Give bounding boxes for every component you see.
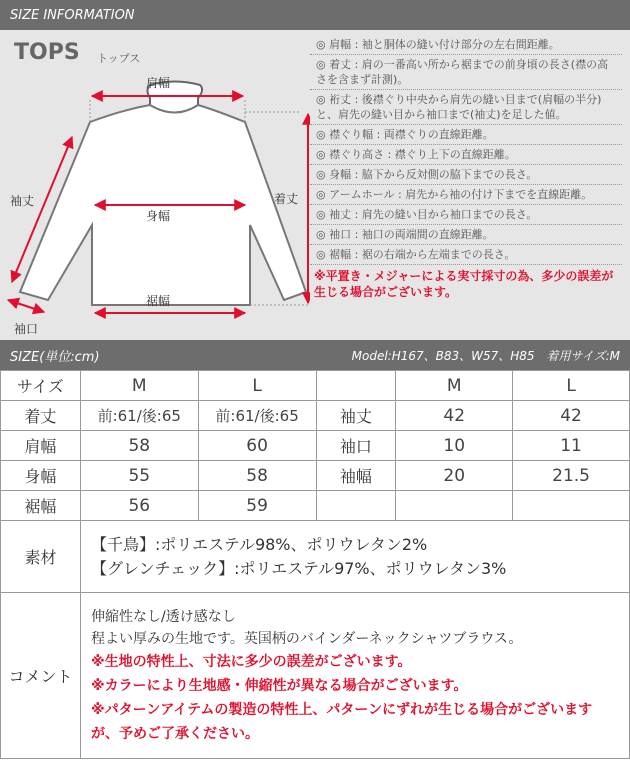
table-cell: 20 xyxy=(396,461,513,491)
tops-subtitle: トップス xyxy=(97,52,141,65)
label-sleeve: 袖丈 xyxy=(10,194,35,208)
table-cell: 11 xyxy=(513,431,630,461)
table-cell: 裾幅 xyxy=(1,491,81,521)
table-cell: 59 xyxy=(198,491,316,521)
measurement-warning: ※平置き・メジャーによる実寸採寸の為、多少の誤差が生じる場合がございます。 xyxy=(314,269,614,299)
note-item: ◎ 身幅 : 脇下から反対側の脇下までの長さ。 xyxy=(310,165,622,185)
label-hem: 裾幅 xyxy=(146,294,171,308)
size-unit-header xyxy=(0,340,630,370)
comment-warning: ※生地の特性上、寸法に多少の誤差がございます。 xyxy=(91,653,412,670)
details-table xyxy=(0,520,630,759)
table-cell: 10 xyxy=(396,431,513,461)
model-info: Model:H167、B83、W57、H85 着用サイズ:M xyxy=(351,348,620,363)
table-cell: 前:61/後:65 xyxy=(198,401,316,431)
note-item: ◎ 肩幅 : 袖と胴体の縫い付け部分の左右間距離。 xyxy=(310,35,622,55)
table-cell xyxy=(316,491,396,521)
table-cell xyxy=(316,371,396,401)
label-body: 身幅 xyxy=(146,209,171,223)
material-row xyxy=(1,521,630,593)
table-cell: L xyxy=(198,371,316,401)
table-row xyxy=(1,461,630,491)
table-cell: 58 xyxy=(80,431,198,461)
cuff-arrow xyxy=(8,300,44,312)
table-cell: 55 xyxy=(80,461,198,491)
table-cell: M xyxy=(396,371,513,401)
table-cell: L xyxy=(513,371,630,401)
diagram-panel xyxy=(0,30,630,340)
size-information-header xyxy=(0,0,630,30)
table-cell: 42 xyxy=(513,401,630,431)
table-cell xyxy=(513,491,630,521)
material-label: 素材 xyxy=(1,521,81,593)
table-cell: 56 xyxy=(80,491,198,521)
note-item: ◎ 袖丈 : 肩先の縫い目から袖口までの長さ。 xyxy=(310,205,622,225)
note-item: ◎ 着丈 : 肩の一番高い所から裾までの前身頃の長さ(襟の高さを含まず計測)。 xyxy=(310,55,622,90)
table-cell: 21.5 xyxy=(513,461,630,491)
note-item: ◎ 袖口 : 袖口の両端間の直線距離。 xyxy=(310,225,622,245)
table-cell: 42 xyxy=(396,401,513,431)
table-cell: 60 xyxy=(198,431,316,461)
note-item: ◎ アームホール : 肩先から袖の付け下までを直線距離。 xyxy=(310,185,622,205)
table-row xyxy=(1,491,630,521)
header-title: SIZE INFORMATION xyxy=(10,7,135,23)
label-cuff: 袖口 xyxy=(14,322,39,336)
table-cell: 着丈 xyxy=(1,401,81,431)
material-line: 【千鳥】:ポリエステル98%、ポリウレタン2% xyxy=(91,534,428,554)
table-cell xyxy=(396,491,513,521)
tops-title: TOPS xyxy=(14,40,80,65)
table-cell: 袖口 xyxy=(316,431,396,461)
size-table xyxy=(0,370,630,521)
table-cell: 肩幅 xyxy=(1,431,81,461)
table-cell: M xyxy=(80,371,198,401)
material-content xyxy=(81,521,630,593)
label-shoulder: 肩幅 xyxy=(146,76,171,90)
table-row xyxy=(1,401,630,431)
comment-content xyxy=(81,593,630,759)
table-cell: 袖丈 xyxy=(316,401,396,431)
measurement-notes xyxy=(310,35,622,303)
comment-warning: ※パターンアイテムの製造の特性上、パターンにずれが生じる場合がございますが、予めご了承ください。 xyxy=(91,701,593,742)
comment-line: 程よい厚みの生地です。英国柄のバインダーネックシャツブラウス。 xyxy=(91,630,523,647)
comment-line: 伸縮性なし/透け感なし xyxy=(91,608,236,625)
label-length: 着丈 xyxy=(274,192,299,206)
note-item: ◎ 裄丈 : 後襟ぐり中央から肩先の縫い目まで(肩幅の半分)と、肩先の縫い目から袖口まで(袖丈)を足した値。 xyxy=(310,90,622,125)
size-unit-label: SIZE(単位:cm) xyxy=(10,349,100,365)
table-row xyxy=(1,431,630,461)
table-cell: 前:61/後:65 xyxy=(80,401,198,431)
note-item: ◎ 襟ぐり高さ : 襟ぐり上下の直線距離。 xyxy=(310,145,622,165)
note-item: ◎ 裾幅 : 裾の右端から左端までの長さ。 xyxy=(310,245,622,265)
comment-label: コメント xyxy=(1,593,81,759)
table-cell: 58 xyxy=(198,461,316,491)
comment-warning: ※カラーにより生地感・伸縮性が異なる場合がございます。 xyxy=(91,677,468,694)
table-cell: 身幅 xyxy=(1,461,81,491)
material-line: 【グレンチェック】:ポリエステル97%、ポリウレタン3% xyxy=(91,558,507,578)
table-header-row xyxy=(1,371,630,401)
comment-row xyxy=(1,593,630,759)
note-item: ◎ 襟ぐり幅 : 両襟ぐりの直線距離。 xyxy=(310,125,622,145)
table-cell: サイズ xyxy=(1,371,81,401)
table-cell: 袖幅 xyxy=(316,461,396,491)
